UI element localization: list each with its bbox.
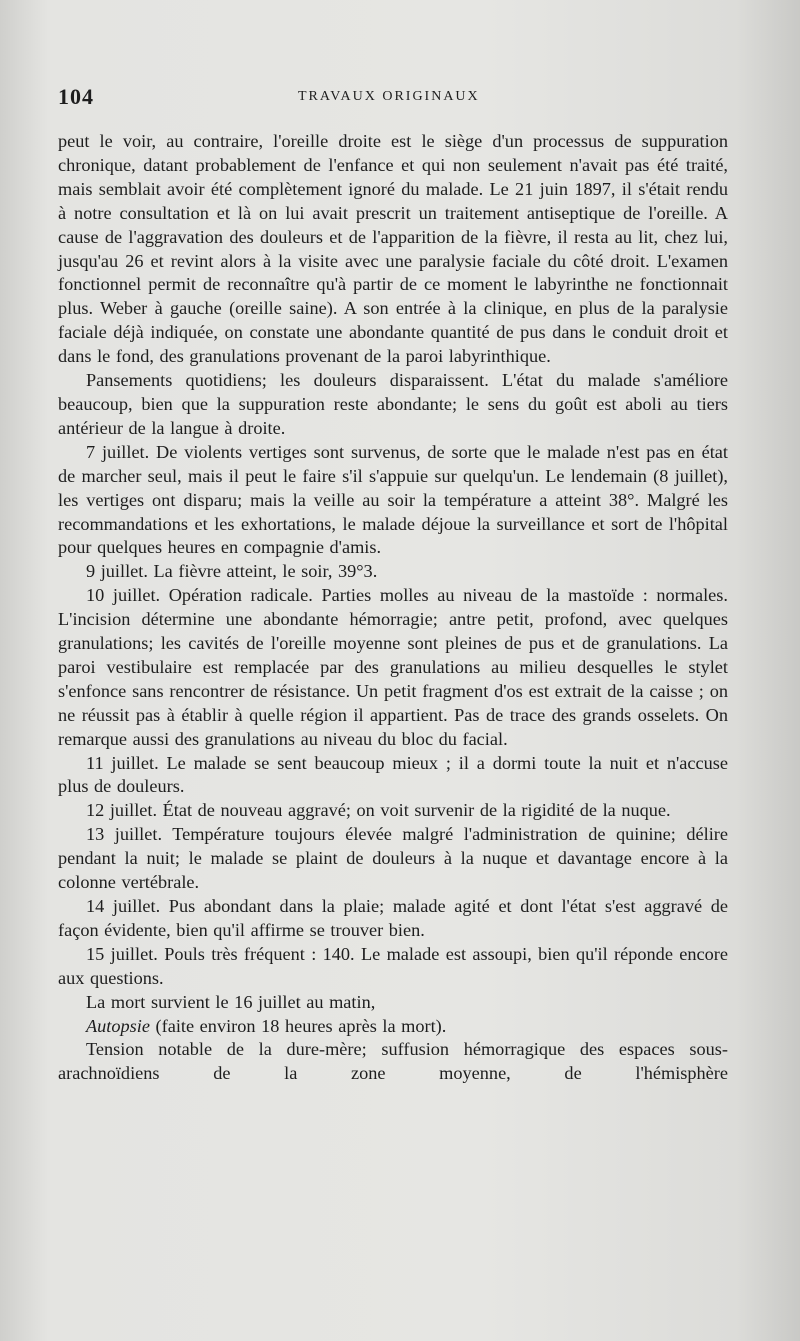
autopsie-detail: (faite environ 18 heures après la mort). (149, 1015, 447, 1036)
autopsie-label: Autopsie (86, 1015, 150, 1036)
paragraph-15-juillet: 15 juillet. Pouls très fréquent : 140. Le malade est assoupi, bien qu'il réponde encore aux questions. (58, 943, 728, 988)
paragraph-mort: La mort survient le 16 juillet au matin, (86, 991, 376, 1012)
paragraph-13-juillet: 13 juillet. Température toujours élevée malgré l'administration de quinine; délire pendant la nuit; le malade se plaint de douleurs à la nuque et davantage encore à la colonne vertébrale. (58, 824, 728, 893)
paragraph-14-juillet: 14 juillet. Pus abondant dans la plaie; malade agité et dont l'état s'est aggravé de façon évidente, bien qu'il affirme se trouver bien. (58, 896, 728, 940)
body-text (58, 130, 728, 1086)
paragraph-11-juillet: 11 juillet. Le malade se sent beaucoup mieux ; il a dormi toute la nuit et n'accuse plus de douleurs. (58, 752, 728, 797)
paragraph-7-juillet: 7 juillet. De violents vertiges sont survenus, de sorte que le malade n'est pas en état de marcher seul, mais il peut le faire s'il s'appuie sur quelqu'un. Le lendemain (8 juillet), les vertiges ont disparu; mais la veille au soir la température a atteint 38°. Malgré les recommandations et les exhortations, le malade déjoue la surveillance et sort de l'hôpital pour quelques heures en compagnie d'amis. (58, 441, 728, 558)
paragraph-autopsie (58, 1015, 728, 1039)
paragraph-10-juillet: 10 juillet. Opération radicale. Parties molles au niveau de la mastoïde : normales. L'incision détermine une abondante hémorragie; antre petit, profond, avec quelques granulations; les cavités de l'oreille moyenne sont pleines de pus et de granulations. La paroi vestibulaire est remplacée par des granulations au milieu desquelles le stylet s'enfonce sans rencontrer de résistance. Un petit fragment d'os est extrait de la caisse ; on ne réussit pas à établir à quelle région il appartient. Pas de trace des grands osselets. On remarque aussi des granulations au niveau du bloc du facial. (58, 585, 728, 749)
paragraph-9-juillet: 9 juillet. La fièvre atteint, le soir, 39°3. (86, 561, 378, 582)
paragraph-12-juillet: 12 juillet. État de nouveau aggravé; on voit survenir de la rigidité de la nuque. (86, 800, 671, 821)
paragraph-continuation: peut le voir, au contraire, l'oreille droite est le siège d'un processus de suppuration chronique, datant probablement de l'enfance et qui non seulement n'avait pas été traité, mais semblait avoir été complètement ignoré du malade. Le 21 juin 1897, il s'était rendu à notre consultation et là on lui avait prescrit un traitement antiseptique de l'oreille. A cause de l'aggravation des douleurs et de l'apparition de la fièvre, il resta au lit, chez lui, jusqu'au 26 et revint alors à la visite avec une paralysie faciale du côté droit. L'examen fonctionnel permit de reconnaître qu'à partir de ce moment le labyrinthe ne fonctionnait plus. Weber à gauche (oreille saine). A son entrée à la clinique, en plus de la paralysie faciale déjà indiquée, on constate une abondante quantité de pus dans le conduit droit et dans le fond, des granulations provenant de la paroi labyrinthique. (58, 131, 728, 367)
page-number: 104 (58, 84, 94, 109)
paragraph-tension: Tension notable de la dure-mère; suffusion hémorragique des espaces sous-arachnoïdiens de la zone moyenne, de l'hémisphère (58, 1039, 728, 1084)
page-header (58, 84, 726, 114)
paragraph-pansements: Pansements quotidiens; les douleurs disparaissent. L'état du malade s'améliore beaucoup, bien que la suppuration reste abondante; le sens du goût est aboli au tiers antérieur de la langue à droite. (58, 370, 728, 438)
running-head: TRAVAUX ORIGINAUX (298, 89, 480, 104)
